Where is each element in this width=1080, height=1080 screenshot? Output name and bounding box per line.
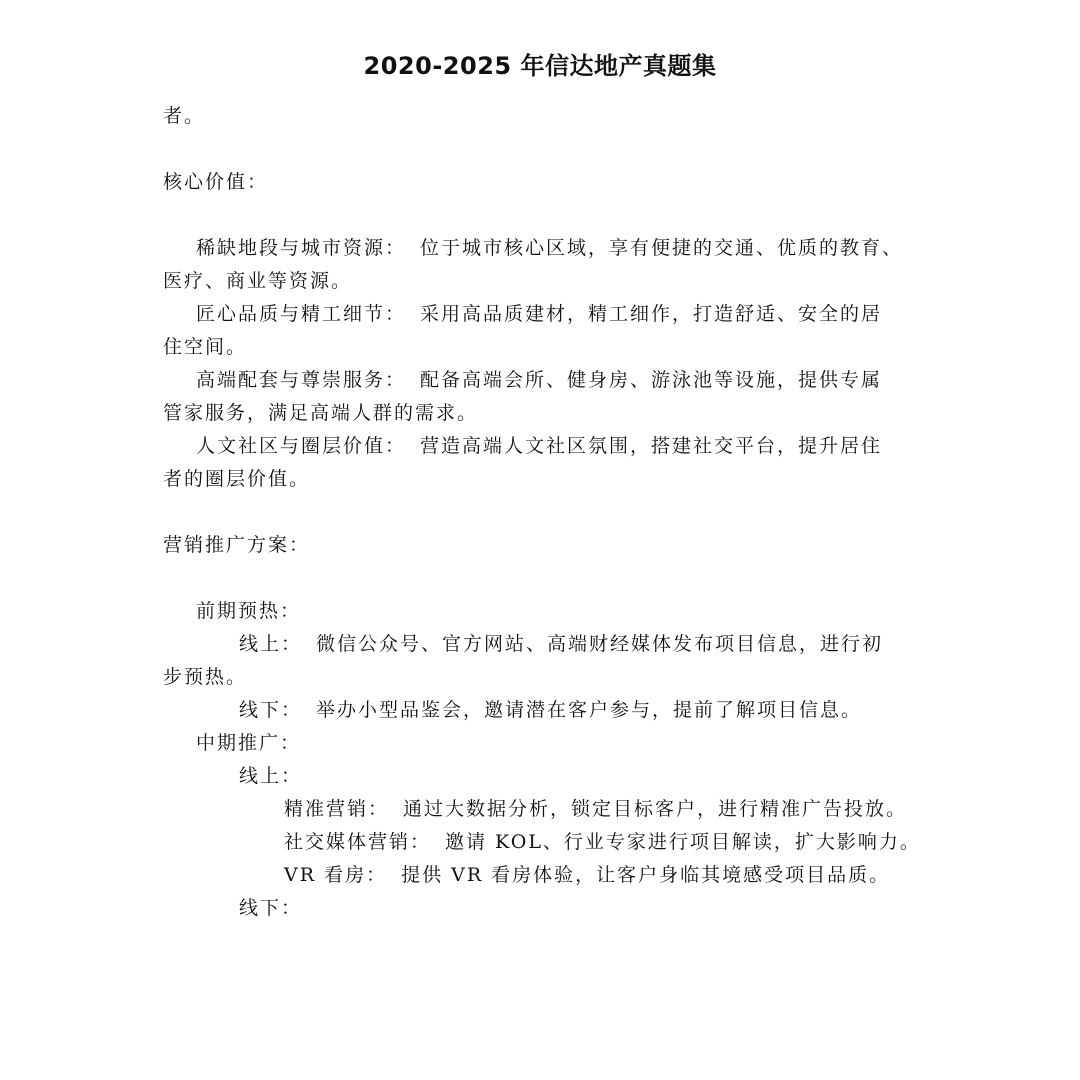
core-item-1 (163, 232, 953, 265)
item-label: 社交媒体营销： (284, 831, 432, 853)
phase1-online-cont: 步预热。 (163, 666, 248, 688)
online-label: 线上： (239, 633, 303, 655)
phase1-heading: 前期预热： (196, 600, 302, 622)
phase2-online-item-1 (163, 793, 953, 826)
core-item-1-cont: 医疗、商业等资源。 (163, 270, 353, 292)
document-body (163, 100, 953, 925)
phase1-offline (163, 694, 953, 727)
item-text: 邀请 KOL、行业专家进行项目解读，扩大影响力。 (445, 831, 921, 853)
phase2-online-item-3 (163, 859, 953, 892)
item-label: VR 看房： (284, 864, 388, 886)
online-text: 微信公众号、官方网站、高端财经媒体发布项目信息，进行初 (316, 633, 884, 655)
core-item-3 (163, 364, 953, 397)
core-item-text: 营造高端人文社区氛围，搭建社交平台，提升居住 (420, 435, 883, 457)
item-label: 精准营销： (284, 798, 390, 820)
phase2-heading: 中期推广： (196, 732, 302, 754)
phase2-online-item-2 (163, 826, 953, 859)
item-text: 提供 VR 看房体验，让客户身临其境感受项目品质。 (401, 864, 891, 886)
item-text: 通过大数据分析，锁定目标客户，进行精准广告投放。 (403, 798, 908, 820)
core-item-text: 采用高品质建材，精工细作，打造舒适、安全的居 (420, 303, 883, 325)
core-item-label: 高端配套与尊崇服务： (196, 369, 407, 391)
core-value-heading: 核心价值： (163, 171, 269, 193)
continuation-text: 者。 (163, 105, 206, 127)
blank-line (163, 199, 953, 232)
core-item-2 (163, 298, 953, 331)
core-item-4-cont: 者的圈层价值。 (163, 468, 311, 490)
offline-label: 线下： (239, 699, 303, 721)
core-item-4 (163, 430, 953, 463)
blank-line (163, 133, 953, 166)
page-title: 2020-2025 年信达地产真题集 (363, 52, 717, 80)
offline-text: 举办小型品鉴会，邀请潜在客户参与，提前了解项目信息。 (316, 699, 863, 721)
marketing-heading: 营销推广方案： (163, 534, 311, 556)
core-item-3-cont: 管家服务，满足高端人群的需求。 (163, 402, 479, 424)
core-item-label: 稀缺地段与城市资源： (196, 237, 407, 259)
phase2-offline-label: 线下： (239, 897, 303, 919)
blank-line (163, 562, 953, 595)
core-item-text: 配备高端会所、健身房、游泳池等设施，提供专属 (420, 369, 883, 391)
core-item-label: 匠心品质与精工细节： (196, 303, 407, 325)
blank-line (163, 496, 953, 529)
phase2-online-label: 线上： (239, 765, 303, 787)
core-item-label: 人文社区与圈层价值： (196, 435, 407, 457)
core-item-text: 位于城市核心区域，享有便捷的交通、优质的教育、 (420, 237, 904, 259)
core-item-2-cont: 住空间。 (163, 336, 248, 358)
phase1-online (163, 628, 953, 661)
